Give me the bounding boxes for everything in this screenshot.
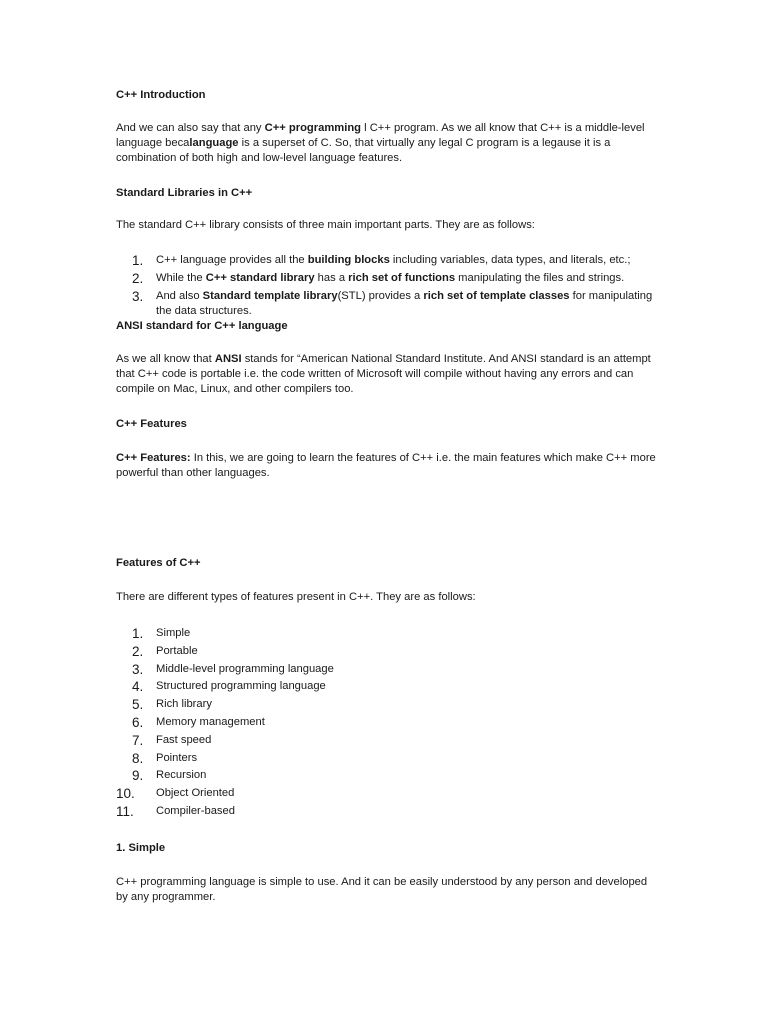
list-item-text: Object Oriented <box>156 787 235 800</box>
list-item <box>116 804 658 819</box>
list-item-text: Simple <box>156 627 191 639</box>
list-item <box>116 786 658 801</box>
standard-libraries-list <box>116 253 658 319</box>
list-item-text: Pointers <box>156 751 198 764</box>
list-number: 4. <box>132 679 144 695</box>
list-item-text: C++ language provides all the building blocks including variables, data types, and literals, etc.; <box>156 254 631 266</box>
list-item-text: Structured programming language <box>156 680 326 693</box>
features-of-paragraph: There are different types of features present in C++. They are as follows: <box>116 591 476 603</box>
ansi-paragraph: As we all know that ANSI stands for “American National Standard Institute. And ANSI standard is an attempt that C++ code is portable i.e. the code written of Microsoft will compile without having any errors and can compile on Mac, Linux, and other compilers too. <box>116 353 651 395</box>
list-number: 7. <box>132 732 144 748</box>
heading-ansi-standard: ANSI standard for C++ language <box>116 320 288 332</box>
intro-paragraph: And we can also say that any C++ programming l C++ program. As we all know that C++ is a middle-level language becalanguage is a superset of C. So, that virtually any legal C program is a legause it is a combination of both high and low-level language features. <box>116 122 645 164</box>
heading-simple: 1. Simple <box>116 841 166 854</box>
list-number: 5. <box>132 697 144 713</box>
heading-standard-libraries: Standard Libraries in C++ <box>116 187 253 199</box>
list-item <box>116 644 658 659</box>
list-number: 11. <box>116 803 134 819</box>
list-item <box>116 715 658 730</box>
list-number: 2. <box>132 271 144 286</box>
heading-features-of-cpp: Features of C++ <box>116 557 201 569</box>
list-item <box>116 697 658 712</box>
list-item-text: Recursion <box>156 769 207 782</box>
list-number: 10. <box>116 786 135 802</box>
simple-paragraph: C++ programming language is simple to use. And it can be easily understood by any person and developed by any programmer. <box>116 875 648 903</box>
list-item <box>116 662 658 677</box>
list-item <box>116 271 658 286</box>
list-number: 3. <box>132 289 144 304</box>
list-item <box>116 751 658 766</box>
list-item-text: Rich library <box>156 698 212 711</box>
list-item-text: Fast speed <box>156 733 212 746</box>
list-item-text: And also Standard template library(STL) provides a rich set of template classes for manipulating the data structures. <box>156 290 653 317</box>
heading-cpp-introduction: C++ Introduction <box>116 89 206 101</box>
list-number: 8. <box>132 750 144 766</box>
list-item-text: Middle-level programming language <box>156 662 334 675</box>
list-item-text: Portable <box>156 644 198 657</box>
heading-cpp-features: C++ Features <box>116 418 187 430</box>
list-number: 2. <box>132 643 144 659</box>
list-number: 1. <box>132 626 144 641</box>
list-number: 1. <box>132 253 144 268</box>
standard-libraries-paragraph: The standard C++ library consists of three main important parts. They are as follows: <box>116 219 535 231</box>
list-item <box>116 679 658 694</box>
list-item <box>116 289 658 319</box>
list-item <box>116 768 658 783</box>
list-number: 3. <box>132 661 144 677</box>
list-item-text: While the C++ standard library has a rich set of functions manipulating the files and strings. <box>156 272 625 284</box>
features-paragraph: C++ Features: In this, we are going to learn the features of C++ i.e. the main features which make C++ more powerful than other languages. <box>116 452 656 479</box>
list-item <box>116 253 658 268</box>
list-number: 9. <box>132 768 144 784</box>
list-number: 6. <box>132 714 144 730</box>
list-item-text: Compiler-based <box>156 804 235 817</box>
list-item <box>116 733 658 748</box>
features-list <box>116 626 658 819</box>
list-item-text: Memory management <box>156 715 265 728</box>
list-item <box>116 626 658 641</box>
